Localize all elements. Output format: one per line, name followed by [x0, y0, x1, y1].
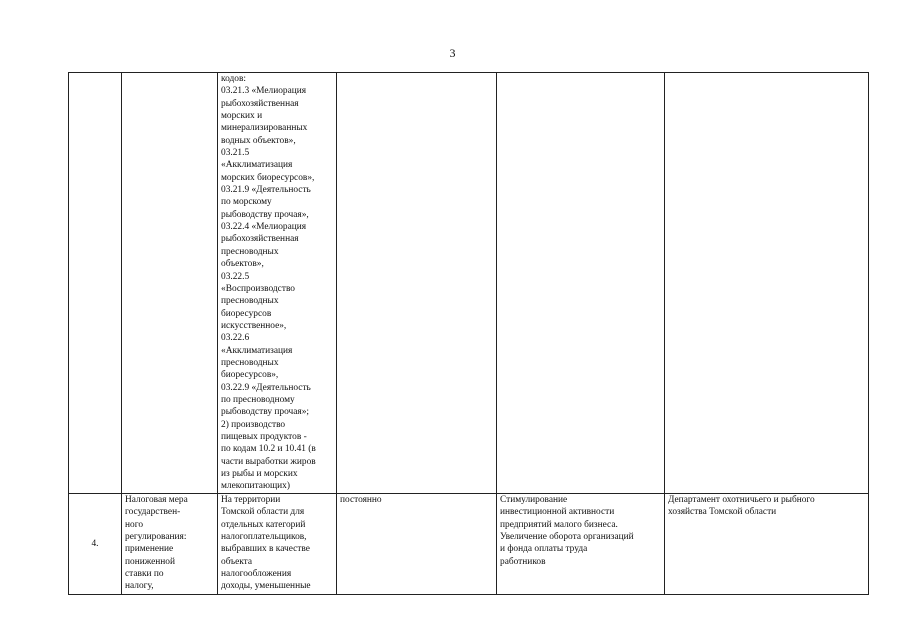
cell-curator [665, 73, 869, 494]
cell-description: На территории Томской области для отдельных категорий налогоплательщиков, выбравших в качестве объекта налогообложения доходы, уменьшенные [218, 494, 337, 595]
table-row [69, 73, 869, 494]
cell-curator: Департамент охотничьего и рыбного хозяйства Томской области [665, 494, 869, 595]
measures-table [68, 72, 869, 595]
table-row [69, 494, 869, 595]
cell-number [69, 73, 122, 494]
cell-measure: Налоговая мера государствен- ного регулирования: применение пониженной ставки по налогу, [122, 494, 218, 595]
cell-measure [122, 73, 218, 494]
cell-goal [497, 73, 665, 494]
page-number: 3 [449, 46, 456, 60]
cell-description: кодов: 03.21.3 «Мелиорация рыбохозяйственная морских и минерализированных водных объектов», 03.21.5 «Акклиматизация морских биоресурсов», 03.21.9 «Деятельность по морскому рыбоводству прочая», 03.22.4 «Мелиорация рыбохозяйственная пресноводных объектов», 03.22.5 «Воспроизводство пресноводных биоресурсов искусственное», 03.22.6 «Акклиматизация пресноводных биоресурсов», 03.22.9 «Деятельность по пресноводному рыбоводству прочая»; 2) производство пищевых продуктов - по кодам 10.2 и 10.41 (в части выработки жиров из рыбы и морских млекопитающих) [218, 73, 337, 494]
cell-term: постоянно [337, 494, 497, 595]
cell-goal: Стимулирование инвестиционной активности предприятий малого бизнеса. Увеличение оборота организаций и фонда оплаты труда работников [497, 494, 665, 595]
cell-term [337, 73, 497, 494]
cell-number: 4. [69, 494, 122, 595]
